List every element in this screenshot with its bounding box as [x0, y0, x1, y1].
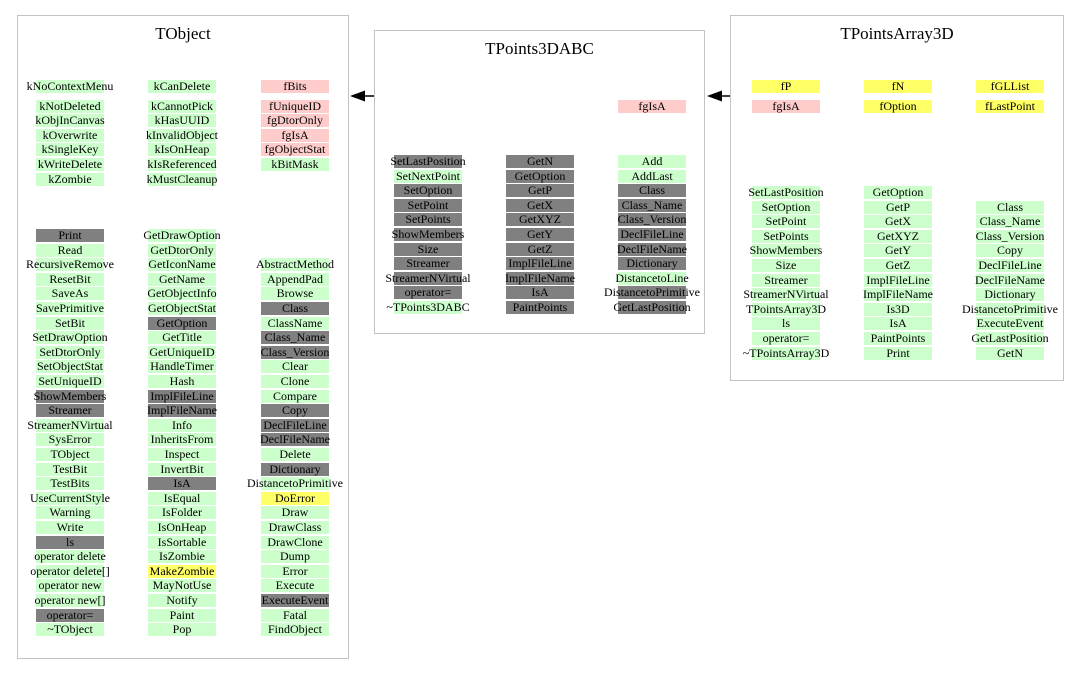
member-cell[interactable]: SetOption	[394, 184, 462, 197]
member-cell[interactable]: Dictionary	[618, 257, 686, 270]
member-cell[interactable]: kInvalidObject	[146, 127, 218, 142]
member-cell[interactable]: operator new[]	[34, 593, 106, 607]
member-cell[interactable]: Class_Name	[261, 331, 329, 344]
member-cell[interactable]: GetZ	[506, 243, 574, 256]
member-cell[interactable]: IsFolder	[148, 506, 216, 519]
member-cell[interactable]: operator delete	[34, 549, 106, 564]
class-title-tpointsarray3d[interactable]: TPointsArray3D	[840, 24, 954, 43]
member-cell[interactable]: SetDrawOption	[32, 330, 108, 345]
member-cell[interactable]: GetZ	[864, 259, 932, 272]
member-cell[interactable]: GetIconName	[148, 257, 216, 272]
member-cell[interactable]: ImplFileName	[147, 403, 217, 418]
member-cell[interactable]: Pop	[148, 623, 216, 636]
member-cell[interactable]: Class_Version	[975, 228, 1045, 243]
member-cell[interactable]: DrawClone	[261, 536, 329, 549]
member-cell[interactable]: SavePrimitive	[36, 301, 104, 315]
member-cell[interactable]: IsA	[864, 317, 932, 330]
member-cell[interactable]: SetLastPosition	[390, 154, 466, 168]
member-cell[interactable]: ls	[36, 536, 104, 549]
member-cell[interactable]: FindObject	[261, 623, 329, 636]
member-cell[interactable]: Class_Name	[618, 199, 686, 212]
member-cell[interactable]: GetOption	[506, 170, 574, 183]
arrowhead-left-icon	[350, 91, 365, 102]
member-cell[interactable]: IsA	[506, 286, 574, 299]
member-cell[interactable]: kSingleKey	[36, 143, 104, 156]
member-cell[interactable]: ImplFileName	[505, 270, 575, 285]
member-cell[interactable]: Error	[261, 565, 329, 578]
member-cell[interactable]: DistancetoPrimitive	[962, 301, 1058, 316]
member-cell[interactable]: operator=	[752, 332, 820, 345]
member-cell[interactable]: ImplFileName	[863, 287, 933, 302]
member-cell[interactable]: RecursiveRemove	[26, 257, 114, 272]
member-cell[interactable]: kIsReferenced	[147, 156, 217, 171]
member-cell[interactable]: DrawClass	[261, 521, 329, 534]
member-cell[interactable]: ResetBit	[36, 273, 104, 286]
inheritance-arrow-tpoints3dabc-to-tobject	[350, 91, 374, 102]
member-cell[interactable]: Streamer	[394, 257, 462, 270]
member-cell[interactable]: Size	[752, 259, 820, 272]
member-cell[interactable]: MakeZombie	[149, 563, 215, 578]
member-cell[interactable]: TObject	[36, 448, 104, 461]
member-cell[interactable]: ImplFileLine	[148, 390, 216, 403]
member-cell[interactable]: GetXYZ	[864, 230, 932, 243]
member-cell[interactable]: UseCurrentStyle	[30, 490, 110, 505]
class-title-tpoints3dabc[interactable]: TPoints3DABC	[485, 39, 594, 58]
member-cell[interactable]: Fatal	[261, 609, 329, 622]
member-cell[interactable]: DeclFileName	[260, 432, 330, 447]
member-cell[interactable]: kMustCleanup	[146, 171, 218, 186]
member-cell[interactable]: AbstractMethod	[256, 257, 334, 272]
inheritance-arrow-tpointsarray3d-to-tpoints3dabc	[707, 91, 731, 102]
member-cell[interactable]: kWriteDelete	[37, 156, 103, 171]
member-cell[interactable]: Write	[36, 521, 104, 534]
member-cell[interactable]: SetObjectStat	[37, 359, 103, 374]
member-cell[interactable]: kNoContextMenu	[26, 79, 114, 93]
member-cell[interactable]: GetDtorOnly	[148, 244, 216, 257]
member-cell[interactable]: kHasUUID	[148, 114, 216, 127]
member-cell[interactable]: fgIsA	[261, 129, 329, 142]
member-cell[interactable]: Dump	[261, 550, 329, 563]
member-cell[interactable]: fP	[752, 80, 820, 93]
member-cell[interactable]: Browse	[261, 287, 329, 300]
member-cell[interactable]: kBitMask	[261, 158, 329, 171]
member-cell[interactable]: ClassName	[261, 317, 329, 330]
member-cell[interactable]: IsA	[148, 477, 216, 490]
member-cell[interactable]: kObjInCanvas	[35, 113, 105, 128]
member-cell[interactable]: GetObjectStat	[148, 301, 216, 315]
member-cell[interactable]: Add	[618, 155, 686, 168]
member-cell[interactable]: kNotDeleted	[36, 100, 104, 113]
member-cell[interactable]: kCanDelete	[148, 80, 216, 93]
member-cell[interactable]: kIsOnHeap	[148, 143, 216, 156]
member-cell[interactable]: PaintPoints	[864, 332, 932, 345]
member-cell[interactable]: SetLastPosition	[748, 185, 824, 199]
member-cell[interactable]: GetTitle	[148, 331, 216, 344]
member-cell[interactable]: Inspect	[148, 448, 216, 461]
member-cell[interactable]: PaintPoints	[506, 301, 574, 314]
member-cell[interactable]: ls	[752, 317, 820, 330]
member-cell[interactable]: GetY	[864, 244, 932, 257]
member-cell[interactable]: GetX	[864, 215, 932, 228]
class-title-tobject[interactable]: TObject	[155, 24, 211, 43]
member-cell[interactable]: GetUniqueID	[149, 344, 215, 359]
member-cell[interactable]: fGLList	[976, 80, 1044, 93]
member-cell[interactable]: DoError	[261, 492, 329, 505]
member-cell[interactable]: operator=	[394, 286, 462, 299]
member-cell[interactable]: IsEqual	[148, 492, 216, 505]
member-cell[interactable]: fUniqueID	[261, 100, 329, 113]
member-cell[interactable]: fgDtorOnly	[261, 114, 329, 127]
member-cell[interactable]: ImplFileLine	[864, 274, 932, 287]
member-cell[interactable]: IsZombie	[148, 550, 216, 563]
member-cell[interactable]: ShowMembers	[33, 388, 107, 403]
member-cell[interactable]: Copy	[976, 244, 1044, 257]
member-cell[interactable]: GetObjectInfo	[147, 286, 217, 301]
member-cell[interactable]: operator delete[]	[30, 563, 110, 578]
member-cell[interactable]: GetY	[506, 228, 574, 241]
member-cell[interactable]: Class	[976, 201, 1044, 214]
member-cell[interactable]: GetLastPosition	[971, 331, 1049, 345]
member-cell[interactable]: DistancetoPrimitive	[604, 285, 700, 300]
member-cell[interactable]: Copy	[261, 404, 329, 417]
member-cell[interactable]: ExecuteEvent	[261, 593, 329, 607]
member-cell[interactable]: DeclFileName	[975, 272, 1045, 287]
member-cell[interactable]: operator=	[36, 609, 104, 622]
member-cell[interactable]: kZombie	[36, 173, 104, 186]
member-cell[interactable]: StreamerNVirtual	[385, 270, 471, 285]
member-cell[interactable]: DistancetoPrimitive	[247, 476, 343, 491]
member-cell[interactable]: ImplFileLine	[506, 257, 574, 270]
member-cell[interactable]: TestBits	[36, 477, 104, 490]
member-cell[interactable]: kOverwrite	[36, 129, 104, 142]
member-cell[interactable]: Class	[618, 184, 686, 197]
member-cell[interactable]: SetPoints	[394, 213, 462, 226]
member-cell[interactable]: fOption	[864, 100, 932, 113]
member-cell[interactable]: Info	[148, 419, 216, 432]
member-cell[interactable]: TPointsArray3D	[746, 301, 826, 316]
member-cell[interactable]: Size	[394, 243, 462, 256]
member-cell[interactable]: GetDrawOption	[143, 228, 221, 242]
member-cell[interactable]: Read	[36, 244, 104, 257]
member-cell[interactable]: Delete	[261, 448, 329, 461]
member-cell[interactable]: Is3D	[864, 303, 932, 316]
member-cell[interactable]: TestBit	[36, 463, 104, 476]
member-cell[interactable]: Class	[261, 302, 329, 315]
member-cell[interactable]: Clone	[261, 375, 329, 388]
member-cell[interactable]: SetBit	[36, 317, 104, 330]
arrowhead-left-icon	[707, 91, 722, 102]
member-cell[interactable]: Notify	[148, 594, 216, 607]
member-cell[interactable]: fgIsA	[618, 100, 686, 113]
member-cell[interactable]: StreamerNVirtual	[27, 417, 113, 432]
member-cell[interactable]: Hash	[148, 375, 216, 388]
member-cell[interactable]: SetPoints	[752, 230, 820, 243]
member-cell[interactable]: SetOption	[752, 201, 820, 214]
member-cell[interactable]: AddLast	[618, 170, 686, 183]
member-cell[interactable]: GetN	[506, 155, 574, 168]
member-cell[interactable]: Dictionary	[976, 288, 1044, 301]
member-cell[interactable]: Execute	[261, 579, 329, 592]
member-cell[interactable]: ~TObject	[36, 623, 104, 636]
member-cell[interactable]: GetXYZ	[506, 213, 574, 226]
member-cell[interactable]: SetDtorOnly	[36, 346, 104, 359]
member-cell[interactable]: Streamer	[752, 274, 820, 287]
member-cell[interactable]: fgIsA	[752, 100, 820, 113]
member-cell[interactable]: HandleTimer	[148, 360, 216, 373]
member-cell[interactable]: fLastPoint	[976, 100, 1044, 113]
member-cell[interactable]: operator new	[36, 579, 104, 592]
member-cell[interactable]: fN	[864, 80, 932, 93]
member-cell[interactable]: kCannotPick	[148, 100, 216, 113]
member-cell[interactable]: StreamerNVirtual	[743, 287, 829, 302]
member-cell[interactable]: Warning	[36, 506, 104, 519]
member-cell[interactable]: GetName	[148, 273, 216, 286]
member-cell[interactable]: ~TPointsArray3D	[742, 345, 830, 360]
member-cell[interactable]: Clear	[261, 360, 329, 373]
member-cell[interactable]: SetPoint	[752, 215, 820, 228]
member-cell[interactable]: ShowMembers	[391, 227, 465, 241]
member-cell[interactable]: ~TPoints3DABC	[386, 300, 470, 314]
member-cell[interactable]: GetOption	[864, 186, 932, 199]
member-cell[interactable]: Print	[864, 347, 932, 360]
member-cell[interactable]: Dictionary	[261, 463, 329, 476]
member-cell[interactable]: Draw	[261, 506, 329, 519]
member-cell[interactable]: fBits	[261, 80, 329, 93]
member-cell[interactable]: GetP	[864, 201, 932, 214]
member-cell[interactable]: GetOption	[148, 317, 216, 330]
member-cell[interactable]: SetNextPoint	[395, 168, 460, 183]
member-cell[interactable]: Print	[36, 229, 104, 242]
member-cell[interactable]: Streamer	[36, 404, 104, 417]
member-cell[interactable]: SaveAs	[36, 287, 104, 300]
member-cell[interactable]: DistancetoLine	[615, 270, 689, 285]
member-cell[interactable]: GetP	[506, 184, 574, 197]
member-cell[interactable]: Class_Name	[976, 215, 1044, 228]
member-cell[interactable]: Class_Version	[617, 212, 687, 227]
member-cell[interactable]: GetLastPosition	[613, 300, 691, 314]
member-cell[interactable]: fgObjectStat	[261, 143, 329, 156]
member-cell[interactable]: Compare	[261, 390, 329, 403]
member-cell[interactable]: SetUniqueID	[36, 375, 104, 388]
member-cell[interactable]: GetN	[976, 347, 1044, 360]
member-cell[interactable]: DeclFileName	[617, 241, 687, 256]
member-cell[interactable]: DeclFileLine	[261, 419, 329, 432]
member-cell[interactable]: IsSortable	[148, 536, 216, 549]
member-cell[interactable]: Paint	[148, 609, 216, 622]
member-cell[interactable]: DeclFileLine	[618, 228, 686, 241]
member-cell[interactable]: DeclFileLine	[976, 259, 1044, 272]
member-cell[interactable]: SysError	[36, 433, 104, 446]
member-cell[interactable]: IsOnHeap	[148, 521, 216, 534]
member-cell[interactable]: InheritsFrom	[148, 433, 216, 446]
member-cell[interactable]: ExecuteEvent	[976, 316, 1044, 331]
member-cell[interactable]: GetX	[506, 199, 574, 212]
member-cell[interactable]: SetPoint	[394, 199, 462, 212]
member-cell[interactable]: MayNotUse	[148, 579, 216, 592]
member-cell[interactable]: AppendPad	[261, 273, 329, 286]
member-cell[interactable]: InvertBit	[148, 463, 216, 476]
member-cell[interactable]: Class_Version	[260, 344, 330, 359]
member-cell[interactable]: ShowMembers	[749, 243, 823, 258]
